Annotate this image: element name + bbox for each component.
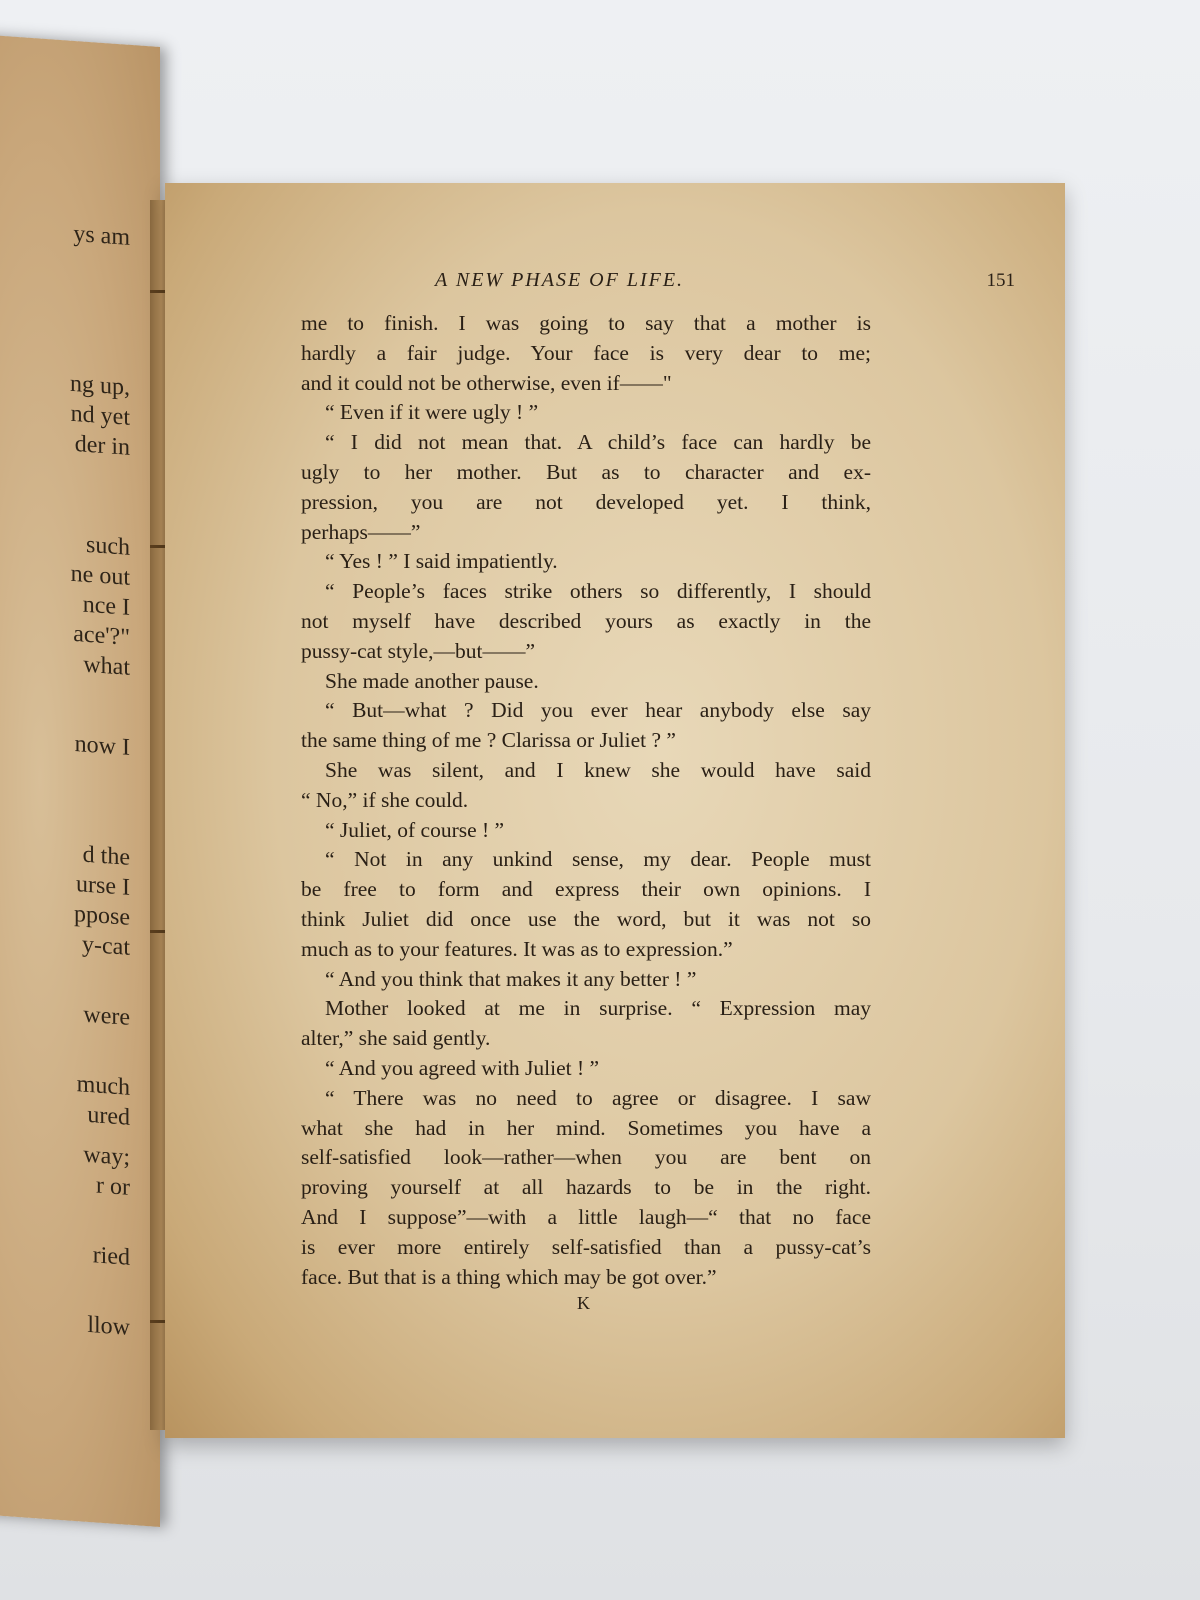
left-page-text-fragment: what [83, 651, 130, 681]
text-line: face. But that is a thing which may be got over.” [301, 1264, 717, 1289]
text-line: And I suppose”—with a little laugh—“ that no face [301, 1204, 871, 1229]
left-page-text-fragment: ace'?" [73, 620, 130, 651]
left-page-text-fragment: ured [87, 1101, 130, 1131]
text-line: “ I did not mean that. A child’s face can hardly be [325, 430, 871, 455]
text-line: “ Juliet, of course ! ” [325, 817, 505, 842]
text-line: “ Yes ! ” I said impatiently. [325, 549, 558, 574]
left-page-text-fragment: ried [92, 1242, 130, 1271]
left-page-text-fragment: now I [74, 731, 130, 761]
left-page-text-fragment: ppose [74, 900, 130, 931]
text-line: is ever more entirely self-satisfied than a pussy-cat’s [301, 1234, 871, 1259]
left-page-text-fragment: much [76, 1071, 130, 1101]
text-line: me to finish. I was going to say that a mother is [301, 311, 871, 335]
text-line: pression, you are not developed yet. I think, [301, 489, 871, 514]
book-page [165, 183, 1065, 1438]
text-line: She made another pause. [325, 668, 539, 693]
previous-page [0, 33, 160, 1527]
text-line: She was silent, and I knew she would have said [325, 757, 871, 782]
text-line: much as to your features. It was as to expression.” [301, 936, 733, 961]
left-page-text-fragment: d the [82, 841, 130, 871]
left-page-text-fragment: r or [96, 1172, 130, 1201]
text-line: “ No,” if she could. [301, 787, 469, 812]
text-line: pussy-cat style,—but——” [301, 638, 536, 663]
text-line: what she had in her mind. Sometimes you have a [301, 1115, 871, 1140]
text-line: “ Not in any unkind sense, my dear. People must [325, 847, 871, 872]
text-line: proving yourself at all hazards to be in the right. [301, 1175, 871, 1200]
text-line: hardly a fair judge. Your face is very dear to me; [301, 340, 871, 365]
page-number: 151 [986, 270, 1015, 291]
left-page-text-fragment: way; [83, 1141, 130, 1171]
text-line: alter,” she said gently. [301, 1026, 491, 1051]
text-line: Mother looked at me in surprise. “ Expression may [325, 996, 871, 1021]
text-line: perhaps——” [301, 519, 421, 544]
running-title: A NEW PHASE OF LIFE. [435, 269, 685, 291]
left-page-text-fragment: ys am [73, 220, 130, 251]
left-page-text-fragment: ng up, [70, 370, 130, 401]
left-page-text-fragment: ne out [70, 560, 130, 591]
text-line: “ And you agreed with Juliet ! ” [325, 1055, 600, 1080]
left-page-text-fragment: llow [87, 1311, 130, 1341]
text-line: self-satisfied look—rather—when you are bent on [301, 1145, 871, 1170]
text-line: “ And you think that makes it any better ! ” [325, 966, 697, 991]
text-line: the same thing of me ? Clarissa or Juliet ? ” [301, 728, 676, 753]
body-text [301, 309, 871, 1292]
text-line: and it could not be otherwise, even if——" [301, 370, 672, 395]
text-line: “ There was no need to agree or disagree. I saw [325, 1085, 871, 1110]
left-page-text-fragment: nd yet [70, 400, 130, 431]
text-line: be free to form and express their own opinions. I [301, 877, 871, 902]
left-page-text-fragment: were [83, 1001, 130, 1031]
text-line: ugly to her mother. But as to character and ex- [301, 459, 871, 484]
text-line: not myself have described yours as exactly in the [301, 608, 871, 633]
text-line: think Juliet did once use the word, but it was not so [301, 906, 871, 931]
left-page-text-fragment: nce I [82, 591, 130, 621]
running-head [425, 269, 1015, 292]
signature-mark: K [577, 1293, 590, 1313]
left-page-text-fragment: y-cat [82, 931, 130, 961]
left-page-text-fragment: such [86, 531, 130, 561]
left-page-text-fragment: der in [74, 431, 130, 461]
text-line: “ Even if it were ugly ! ” [325, 400, 539, 425]
text-line: “ People’s faces strike others so differently, I should [325, 579, 871, 604]
left-page-text-fragment: urse I [76, 871, 130, 901]
text-line: “ But—what ? Did you ever hear anybody else say [325, 698, 871, 723]
